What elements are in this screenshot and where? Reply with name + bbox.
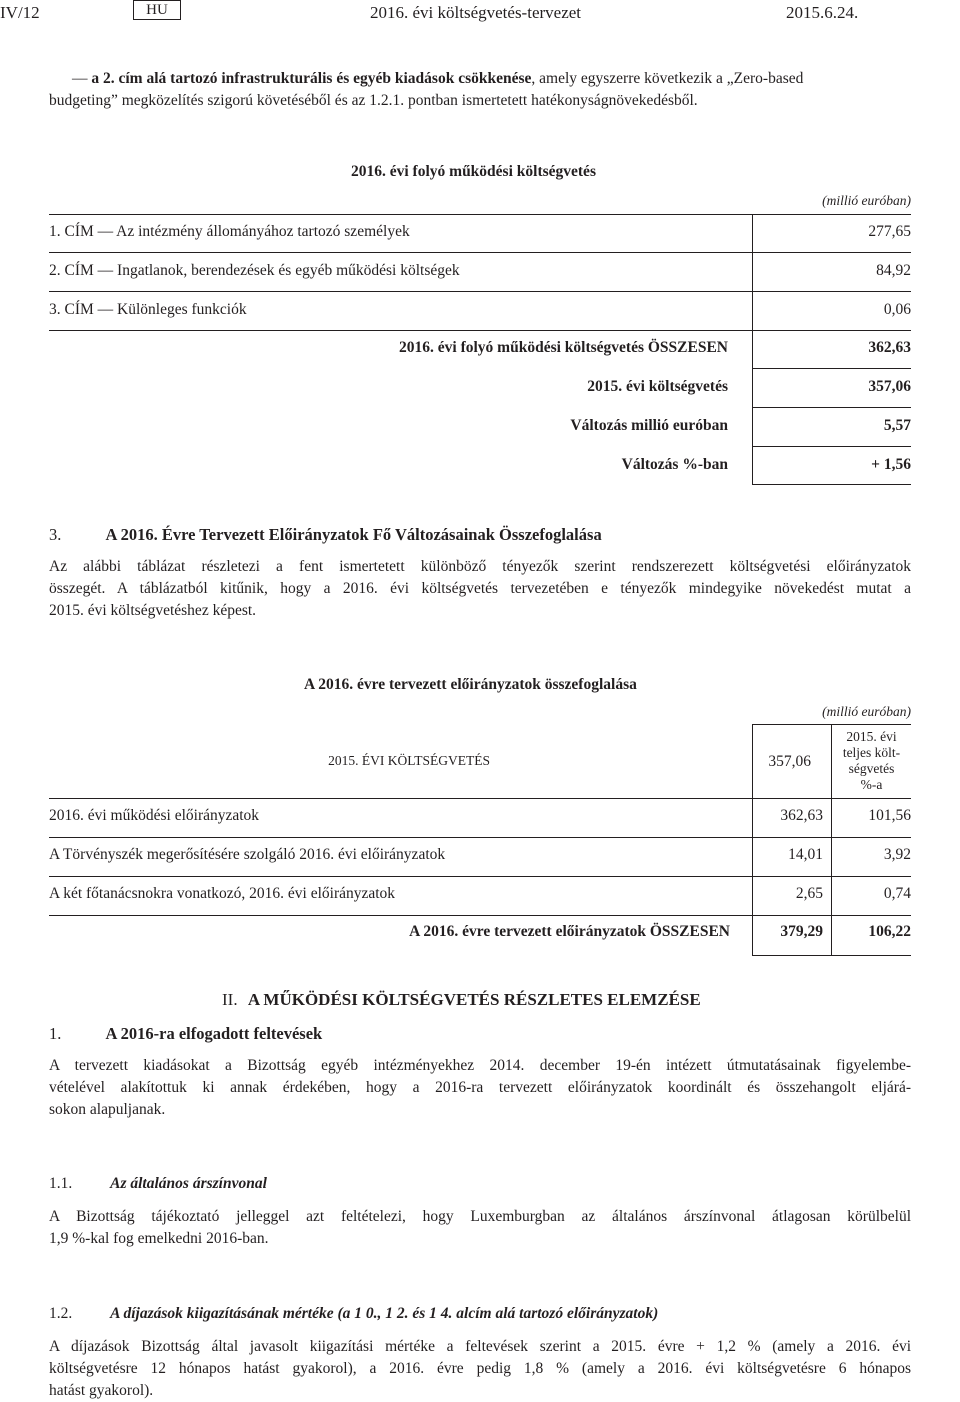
intro-dash: — <box>72 70 88 87</box>
table2-unit: (millió euróban) <box>822 704 911 719</box>
table1-unit: (millió euróban) <box>822 193 911 208</box>
table1-line <box>49 214 911 215</box>
part2-heading <box>222 990 701 1010</box>
part2-roman: II. <box>222 990 238 1009</box>
table1-pct-label: Változás %-ban <box>621 456 728 473</box>
intro-line1-rest: , amely egyszerre következik a „Zero-based <box>531 70 804 87</box>
table1-row-1-label: 1. CÍM — Az intézmény állományához tartozó személyek <box>49 223 410 240</box>
table2-row-2-pct: 3,92 <box>883 846 911 863</box>
intro-paragraph <box>72 68 912 90</box>
s11-paragraph: A Bizottság tájékoztató jelleggel azt feltételezi, hogy Luxemburgban az általános árszínvonal átlagosan körülbelül 1,9 %-kal fog emelkedni 2016-ban. <box>49 1208 911 1247</box>
table1-prev-value: 357,06 <box>868 378 911 395</box>
s12-heading <box>49 1305 658 1323</box>
table2-row-2-label: A Törvényszék megerősítésére szolgáló 2016. évi előirányzatok <box>49 846 446 863</box>
page-id: IV/12 <box>0 3 40 22</box>
part2-sub1-heading <box>49 1024 322 1044</box>
s12-paragraph: A díjazások Bizottság által javasolt kiigazítási mértéke a feltevések szerint a 2015. évre + 1,2 % (amely a 2016. évi költségvetésre 12 hónapos hatást gyakorol), a 2016. évre pedig 1,8 % (amely a 2016. évi költségvetésre 6 hónapos hatást gyakorol). <box>49 1338 911 1399</box>
intro-bold: a 2. cím alá tartozó infrastrukturális és egyéb kiadások csökkenése <box>91 70 532 87</box>
s11-title: Az általános árszínvonal <box>110 1175 267 1192</box>
table1-change-label: Változás millió euróban <box>570 417 728 434</box>
intro-line2: budgeting” megközelítés szigorú követéséből és az 1.2.1. pontban ismertetett hatékonyságnövekedésből. <box>49 92 698 109</box>
table1-row-3-label: 3. CÍM — Különleges funkciók <box>49 301 247 318</box>
table1-row-1-value: 277,65 <box>868 223 911 240</box>
table1-total-label: 2016. évi folyó működési költségvetés ÖSSZESEN <box>399 339 728 356</box>
s12-number: 1.2. <box>49 1305 73 1322</box>
part2-sub1-paragraph: A tervezett kiadásokat a Bizottság egyéb intézményekhez 2014. december 19-én intézett útmutatásainak figyelembe- vételével alakítottuk ki annak érdekében, hogy a 2016-ra tervezett előirányzatok koordinált és összehangolt eljárá- sokon alapuljanak. <box>49 1057 911 1118</box>
table2-row-1-label: 2016. évi működési előirányzatok <box>49 807 260 824</box>
table1-title: 2016. évi folyó működési költségvetés <box>351 163 596 180</box>
table2-total-value: 379,29 <box>780 923 823 940</box>
table2-row-3-value: 2,65 <box>795 885 823 902</box>
s12-title: A díjazások kiigazításának mértéke (a 1 0., 1 2. és 1 4. alcím alá tartozó előirányzatok) <box>110 1305 659 1322</box>
table2-row-3-pct: 0,74 <box>883 885 911 902</box>
section3-heading <box>49 525 602 545</box>
table2-total-pct: 106,22 <box>868 923 911 940</box>
table1-row-2-value: 84,92 <box>876 262 911 279</box>
part2-sub1-number: 1. <box>49 1024 62 1043</box>
section3-line: összegét. A táblázatból kitűnik, hogy a 2016. évi költségvetés tervezetében e tényezők mindegyike növekedést mutat a <box>49 580 911 597</box>
section3-title: A 2016. Évre Tervezett Előirányzatok Fő Változásainak Összefoglalása <box>105 525 602 544</box>
table2-row-1-pct: 101,56 <box>868 807 911 824</box>
section3-paragraph <box>49 556 911 622</box>
s11-number: 1.1. <box>49 1175 73 1192</box>
table2-title: A 2016. évre tervezett előirányzatok összefoglalása <box>304 676 637 693</box>
s11-heading <box>49 1175 267 1193</box>
table2-row-1-value: 362,63 <box>780 807 823 824</box>
table1-change-value: 5,57 <box>883 417 911 434</box>
section3-number: 3. <box>49 525 62 544</box>
table1-total-value: 362,63 <box>868 339 911 356</box>
part2-title: A MŰKÖDÉSI KÖLTSÉGVETÉS RÉSZLETES ELEMZÉSE <box>247 990 701 1009</box>
table1-prev-label: 2015. évi költségvetés <box>587 378 728 395</box>
table2-row-3-label: A két főtanácsnokra vonatkozó, 2016. évi előirányzatok <box>49 885 396 902</box>
table2-row-2-value: 14,01 <box>788 846 823 863</box>
table2-base-label: 2015. ÉVI KÖLTSÉGVETÉS <box>328 753 490 768</box>
document-date: 2015.6.24. <box>786 3 859 22</box>
table1-row-2-label: 2. CÍM — Ingatlanok, berendezések és egyéb működési költségek <box>49 262 460 279</box>
document-title: 2016. évi költségvetés-tervezet <box>370 3 582 22</box>
table1-row-3-value: 0,06 <box>883 301 911 318</box>
table2-base-value: 357,06 <box>768 753 811 770</box>
section3-line: Az alábbi táblázat részletezi a fent ismertetett különböző tényezők szerint rendszerezett költségvetési előirányzatok <box>49 558 911 575</box>
table2-total-label: A 2016. évre tervezett előirányzatok ÖSSZESEN <box>409 923 730 940</box>
part2-sub1-title: A 2016-ra elfogadott feltevések <box>105 1024 323 1043</box>
language-badge: HU <box>133 0 181 20</box>
table1-pct-value: + 1,56 <box>871 456 911 473</box>
section3-line: 2015. évi költségvetéshez képest. <box>49 602 257 619</box>
table2-pct-header: 2015. évi teljes költ- ségvetés %-a <box>842 729 901 792</box>
